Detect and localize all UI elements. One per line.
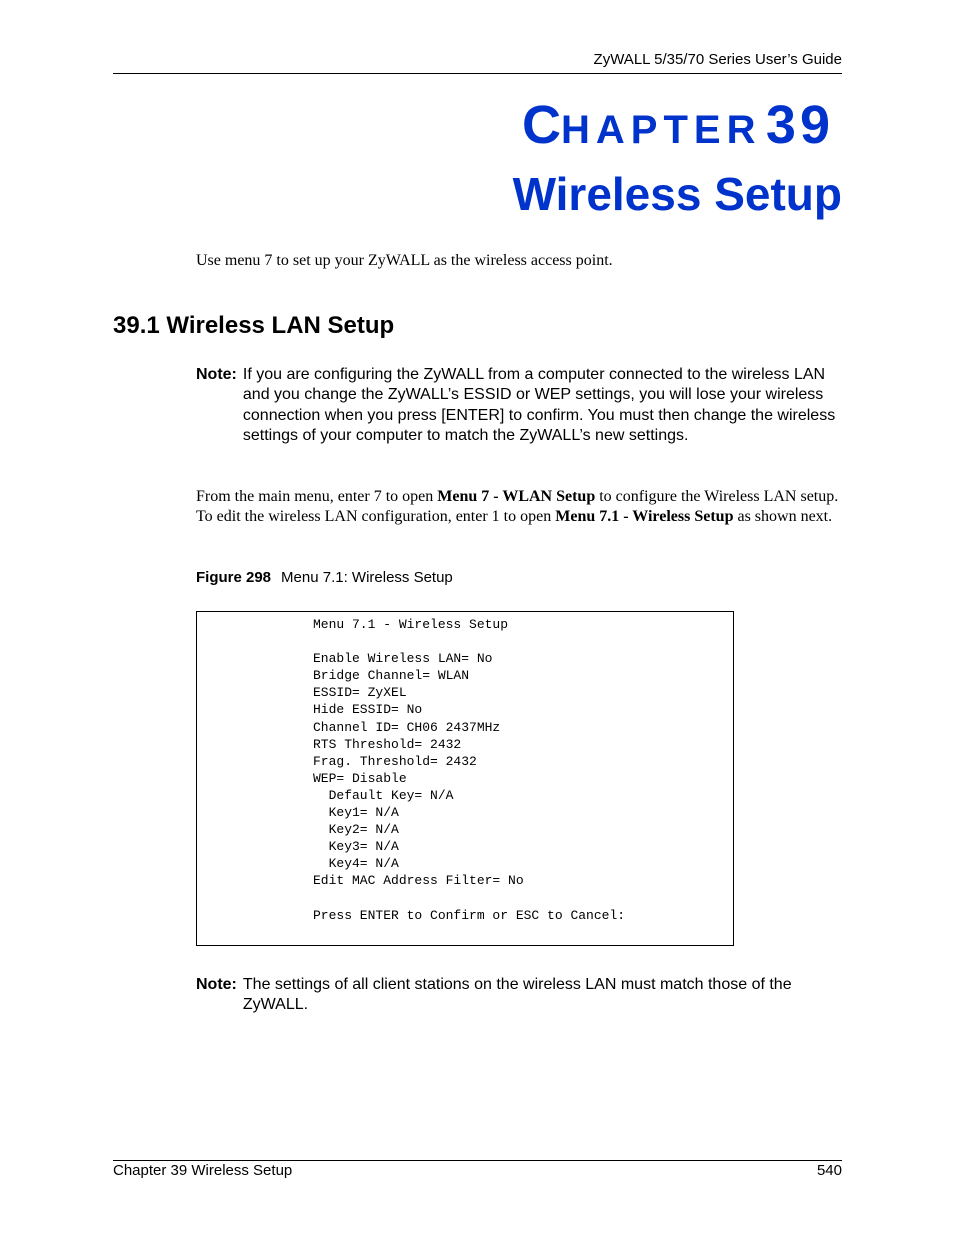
chapter-label-rest: HAPTER [561,108,762,152]
terminal-line: Edit MAC Address Filter= No [313,873,524,889]
footer-chapter-title: Chapter 39 Wireless Setup [113,1162,293,1179]
terminal-line: WEP= Disable [313,770,407,786]
terminal-line: Menu 7.1 - Wireless Setup [313,617,509,632]
note-box [196,975,842,1016]
body-text-3: as shown next. [733,508,833,526]
note-label: Note: [196,366,237,383]
terminal-line: Channel ID= CH06 2437MHz [313,719,501,735]
terminal-line: Key3= N/A [313,839,399,855]
chapter-title: Wireless Setup [512,168,842,220]
note-text: If you are configuring the ZyWALL from a computer connected to the wireless LAN and you change the ZyWALL’s ESSID or WEP settings, you will lose your wireless connection when you press [ENTER] to confirm. You must then change the wireless settings of your computer to match the ZyWALL’s new settings. [242,366,836,445]
body-text-2: to configure the Wireless LAN setup. To edit the wireless LAN configuration, enter 1 to open [196,488,839,526]
terminal-line: Hide ESSID= No [313,702,423,718]
figure-label: Figure 298 [196,569,272,586]
note-text: The settings of all client stations on the wireless LAN must match those of the ZyWALL. [242,976,792,1014]
chapter-number: 39 [765,95,834,155]
header-divider [113,73,842,74]
page-number: 540 [816,1162,842,1179]
terminal-line: RTS Threshold= 2432 [313,736,462,752]
chapter-label-initial: C [522,95,562,155]
header-guide-title: ZyWALL 5/35/70 Series User’s Guide [593,51,842,68]
terminal-line: Frag. Threshold= 2432 [313,753,477,769]
terminal-line: Default Key= N/A [313,787,454,803]
terminal-menu-text [313,616,625,924]
terminal-line: Press ENTER to Confirm or ESC to Cancel: [313,907,626,923]
footer-divider [113,1160,842,1161]
note-label: Note: [196,976,237,993]
figure-caption [196,569,453,586]
figure-caption-text: Menu 7.1: Wireless Setup [281,569,453,586]
terminal-screen [196,611,734,946]
terminal-line: Bridge Channel= WLAN [313,668,470,684]
body-paragraph [196,487,842,528]
terminal-line: Key2= N/A [313,822,399,838]
menu-7-1-reference: Menu 7.1 - Wireless Setup [555,508,734,526]
menu-7-reference: Menu 7 - WLAN Setup [437,488,596,505]
body-text-1: From the main menu, enter 7 to open [196,488,438,505]
note-box [196,365,842,447]
terminal-line: Key1= N/A [313,805,399,821]
intro-paragraph: Use menu 7 to set up your ZyWALL as the wireless access point. [196,252,613,269]
terminal-line: ESSID= ZyXEL [313,685,407,701]
terminal-line: Enable Wireless LAN= No [313,651,493,667]
chapter-label [522,95,834,155]
section-heading: 39.1 Wireless LAN Setup [113,312,395,339]
terminal-line: Key4= N/A [313,856,399,872]
